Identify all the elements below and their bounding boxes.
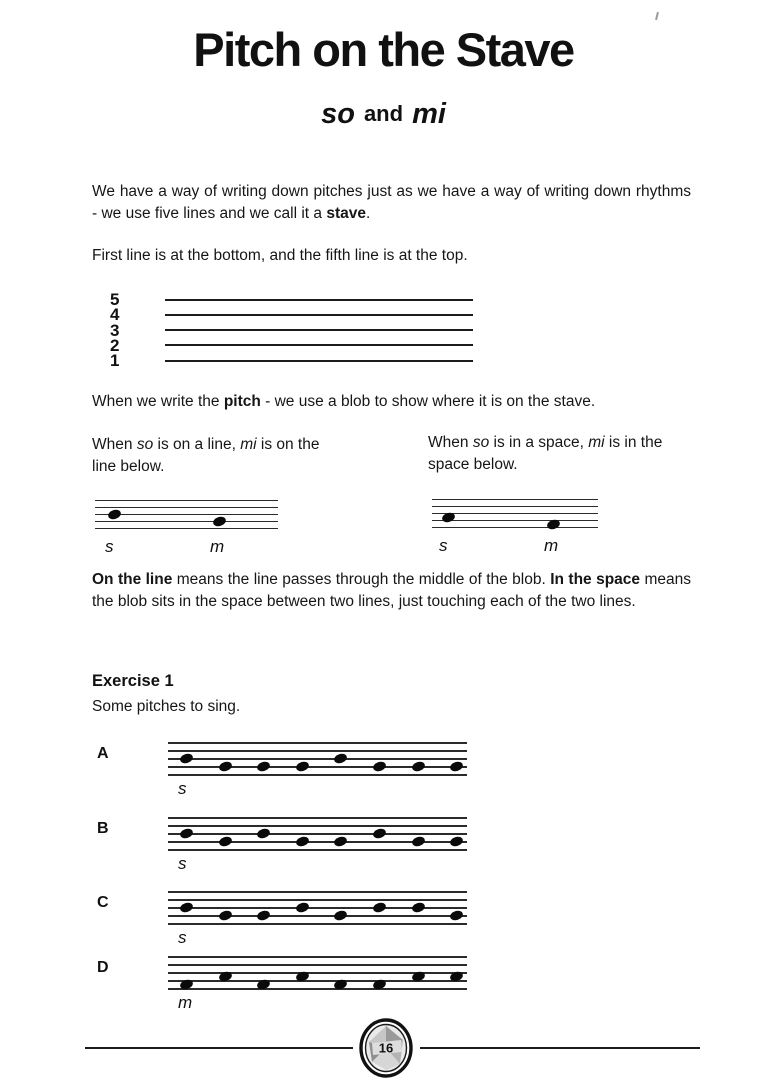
exercise-stave-d [168,956,467,990]
note-blob-m [256,910,271,923]
stave-line [168,817,467,819]
exercise-label-d: D [97,959,109,976]
note-blob-m [411,836,426,849]
caption-left-text-1: When [92,436,137,453]
caption-right-mi: mi [588,434,605,451]
subtitle-mi: mi [412,98,446,130]
caption-left-mi: mi [240,436,257,453]
note-blob-m [449,836,464,849]
solfa-label-s: s [105,537,114,556]
blob-paragraph [92,391,691,413]
exercise-subheading: Some pitches to sing. [92,698,241,715]
caption-right-so: so [472,434,490,451]
blob-text-2: - we use a blob to show where it is on the stave. [260,393,596,410]
numbered-stave-row [110,305,473,325]
stave-line [432,506,598,507]
intro-text-1: We have a way of writing down pitches just as we have a way of writing down rhythms - we use five lines and we call it a [92,183,691,222]
note-blob-m [256,761,271,774]
stave-line [432,520,598,521]
numbered-stave [110,290,473,371]
stave-line-4 [165,314,473,316]
note-blob-m [295,836,310,849]
exercise-stave-c [168,891,467,925]
exercise-label-b: B [97,820,109,837]
exercise-stave-b [168,817,467,851]
caption-line-example [92,434,347,477]
caption-right-text-2: is in a space, [489,434,589,451]
stave-line-3 [165,329,473,331]
subtitle-and: and [363,101,404,126]
stave-line [432,499,598,500]
stave-line [168,825,467,827]
numbered-stave-row [110,351,473,371]
stave-line [95,521,278,522]
caption-right-text-1: When [428,434,473,451]
numbered-stave-row [110,320,473,340]
line-number-3: 3 [110,320,120,340]
stave-line-2 [165,344,473,346]
stave-line [168,833,467,835]
note-blob-s [179,828,194,841]
stave-line [168,750,467,752]
solfa-label-m: m [544,536,559,555]
stave-line [432,527,598,528]
line-number-4: 4 [110,305,120,325]
stave-line [168,774,467,776]
stave-line [168,915,467,917]
stave-line [168,899,467,901]
note-blob-s [372,902,387,915]
page-subtitle [0,98,767,131]
blob-text-1: When we write the [92,393,224,410]
exercise-first-solfa-c: s [178,928,187,947]
line-number-5: 5 [110,290,120,310]
note-blob-m [218,761,233,774]
page-number: 16 [378,1040,394,1056]
stave-line [168,891,467,893]
stave-line [168,988,467,990]
note-blob-m [218,910,233,923]
stave-line [168,956,467,958]
blob-bold-pitch: pitch [223,393,261,410]
stave-line-1 [165,360,473,362]
footer-rule-right [420,1047,700,1049]
caption-left-so: so [136,436,154,453]
exercise-label-a: A [97,745,109,762]
stave-line [168,964,467,966]
solfa-label-m: m [210,537,225,556]
exercise-first-solfa-b: s [178,854,187,873]
intro-text-2: . [366,204,371,222]
stave-line [95,500,278,501]
on-line-text-1: means the line passes through the middle of the blob. [172,571,551,588]
note-blob-m [333,836,348,849]
bold-on-the-line: On the line [92,571,173,588]
note-blob-s [107,508,122,521]
note-blob-s [411,902,426,915]
note-blob-s [179,902,194,915]
exercise-heading: Exercise 1 [92,672,174,690]
note-blob-s [372,828,387,841]
numbered-stave-row [110,335,473,355]
exercise-stave-a [168,742,467,776]
stave-line [168,758,467,760]
page-title: Pitch on the Stave [193,23,574,76]
caption-left-text-3: is on the line below. [92,436,320,475]
note-blob-m [449,910,464,923]
demo-stave-on-line [95,500,278,556]
stave-line [168,980,467,982]
stave-line [95,514,278,515]
intro-paragraph [92,181,691,224]
note-blob-m [212,515,227,528]
footer-rule-left [85,1047,353,1049]
exercise-first-solfa-d: m [178,993,193,1012]
note-blob-m [218,836,233,849]
note-blob-s [179,753,194,766]
bold-in-the-space: In the space [550,571,641,588]
note-blob-m [411,761,426,774]
note-blob-s [295,902,310,915]
stave-line [168,849,467,851]
demo-stave-in-space [432,499,598,555]
first-fifth-line: First line is at the bottom, and the fifth line is at the top. [92,247,468,264]
line-number-2: 2 [110,335,120,355]
exercise-first-solfa-a: s [178,779,187,798]
note-blob-m [333,910,348,923]
numbered-stave-row [110,290,473,310]
stave-line [95,507,278,508]
caption-space-example [428,432,683,475]
exercise-label-c: C [97,894,109,911]
on-line-text-2: means the blob sits in the space between two lines, just touching each of the two lines. [92,571,691,610]
solfa-label-s: s [439,536,448,555]
scan-artifact-mark [655,12,659,20]
stave-line [432,513,598,514]
stave-line [168,923,467,925]
stave-line [95,528,278,529]
page-number-badge [358,1018,414,1078]
note-blob-s [333,753,348,766]
caption-left-text-2: is on a line, [153,436,241,453]
note-blob-m [295,761,310,774]
subtitle-so: so [321,98,355,130]
intro-bold-stave: stave [326,204,366,222]
stave-line-5 [165,299,473,301]
on-line-paragraph [92,569,691,612]
stave-line [168,742,467,744]
caption-right-text-3: is in the space below. [428,434,663,473]
note-blob-m [372,761,387,774]
note-blob-s [256,828,271,841]
note-blob-m [449,761,464,774]
line-number-1: 1 [110,351,120,371]
